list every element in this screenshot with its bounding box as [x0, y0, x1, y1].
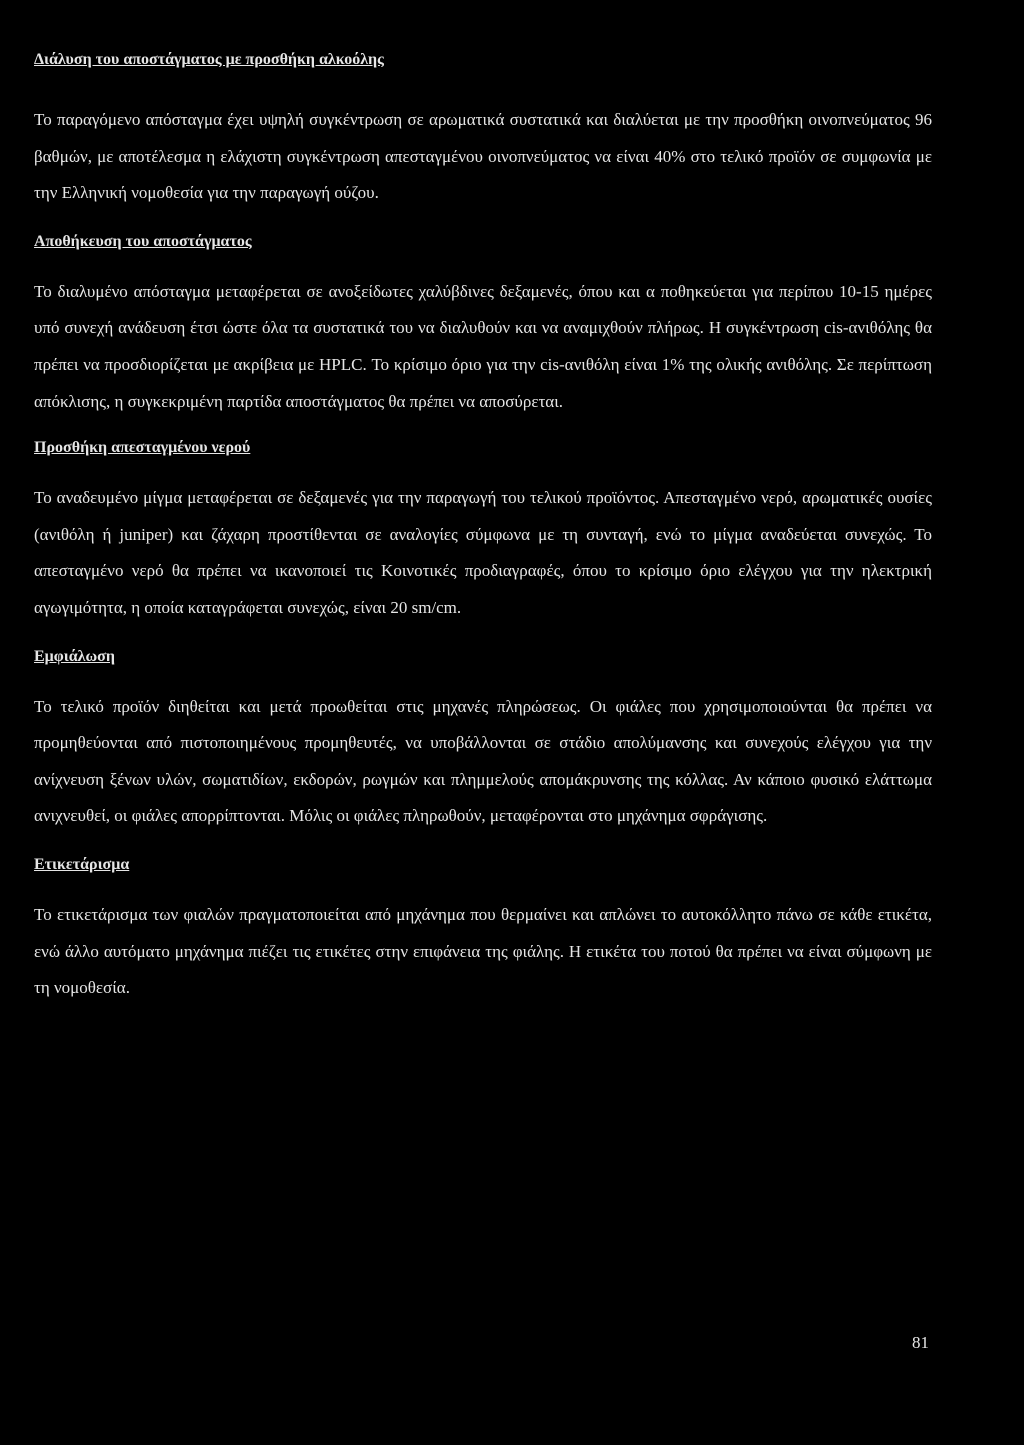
section-bottling — [34, 647, 932, 835]
paragraph-storage: Το διαλυμένο απόσταγμα μεταφέρεται σε ανοξείδωτες χαλύβδινες δεξαμενές, όπου και α ποθηκεύεται για περίπου 10-15 ημέρες υπό συνεχή ανάδευση έτσι ώστε όλα τα συστατικά του να διαλυθούν και να αναμιχθούν πλήρως. Η συγκέντρωση cis-ανιθόλης θα πρέπει να προσδιορίζεται με ακρίβεια με HPLC. Το κρίσιμο όριο για την cis-ανιθόλη είναι 1% της ολικής ανιθόλης. Σε περίπτωση απόκλισης, η συγκεκριμένη παρτίδα αποστάγματος θα πρέπει να αποσύρεται. — [34, 281, 932, 411]
paragraph-labelling: Το ετικετάρισμα των φιαλών πραγματοποιείται από μηχάνημα που θερμαίνει και απλώνει το αυτοκόλλητο πάνω σε κάθε ετικέτα, ενώ άλλο αυτόματο μηχάνημα πιέζει τις ετικέτες στην επιφάνεια της φιάλης. Η ετικέτα του ποτού θα πρέπει να είναι σύμφωνη με τη νομοθεσία. — [34, 904, 932, 998]
section-distilled-water — [34, 438, 932, 626]
section-title-labelling: Ετικετάρισμα — [34, 855, 130, 873]
section-title-storage: Αποθήκευση του αποστάγματος — [34, 232, 252, 250]
section-title-dilution: Διάλυση του αποστάγματος με προσθήκη αλκοόλης — [34, 51, 384, 68]
document-page — [34, 50, 932, 1007]
section-title-distilled-water: Προσθήκη απεσταγμένου νερού — [34, 439, 251, 457]
section-title-bottling: Εμφιάλωση — [34, 647, 115, 665]
section-storage — [34, 232, 932, 420]
page-number: 81 — [912, 1333, 929, 1352]
paragraph-distilled-water: Το αναδευμένο μίγμα μεταφέρεται σε δεξαμενές για την παραγωγή του τελικού προϊόντος. Απεσταγμένο νερό, αρωματικές ουσίες (ανιθόλη ή juniper) και ζάχαρη προστίθενται σε αναλογίες σύμφωνα με τη συνταγή, ενώ το μίγμα αναδεύεται συνεχώς. Το απεσταγμένο νερό θα πρέπει να ικανοποιεί τις Κοινοτικές προδιαγραφές, όπου το κρίσιμο όριο ελέγχου για την ηλεκτρική αγωγιμότητα, η οποία καταγράφεται συνεχώς, είναι 20 sm/cm. — [34, 488, 932, 617]
section-dilution — [34, 50, 932, 212]
paragraph-dilution: Το παραγόμενο απόσταγμα έχει υψηλή συγκέντρωση σε αρωματικά συστατικά και διαλύεται με την προσθήκη οινοπνεύματος 96 βαθμών, με αποτέλεσμα η ελάχιστη συγκέντρωση απεσταγμένου οινοπνεύματος να είναι 40% στο τελικό προϊόν σε συμφωνία με την Ελληνική νομοθεσία για την παραγωγή ούζου. — [34, 110, 932, 203]
section-labelling — [34, 855, 932, 1007]
paragraph-bottling: Το τελικό προϊόν διηθείται και μετά προωθείται στις μηχανές πληρώσεως. Οι φιάλες που χρησιμοποιούνται θα πρέπει να προμηθεύονται από πιστοποιημένους προμηθευτές, να υποβάλλονται σε στάδιο απολύμανσης και συνεχούς ελέγχου για την ανίχνευση ξένων υλών, σωματιδίων, εκδορών, ρωγμών και πλημμελούς απομάκρυνσης της κόλλας. Αν κάποιο φυσικό ελάττωμα ανιχνευθεί, οι φιάλες απορρίπτονται. Μόλις οι φιάλες πληρωθούν, μεταφέρονται στο μηχάνημα σφράγισης. — [34, 696, 932, 826]
